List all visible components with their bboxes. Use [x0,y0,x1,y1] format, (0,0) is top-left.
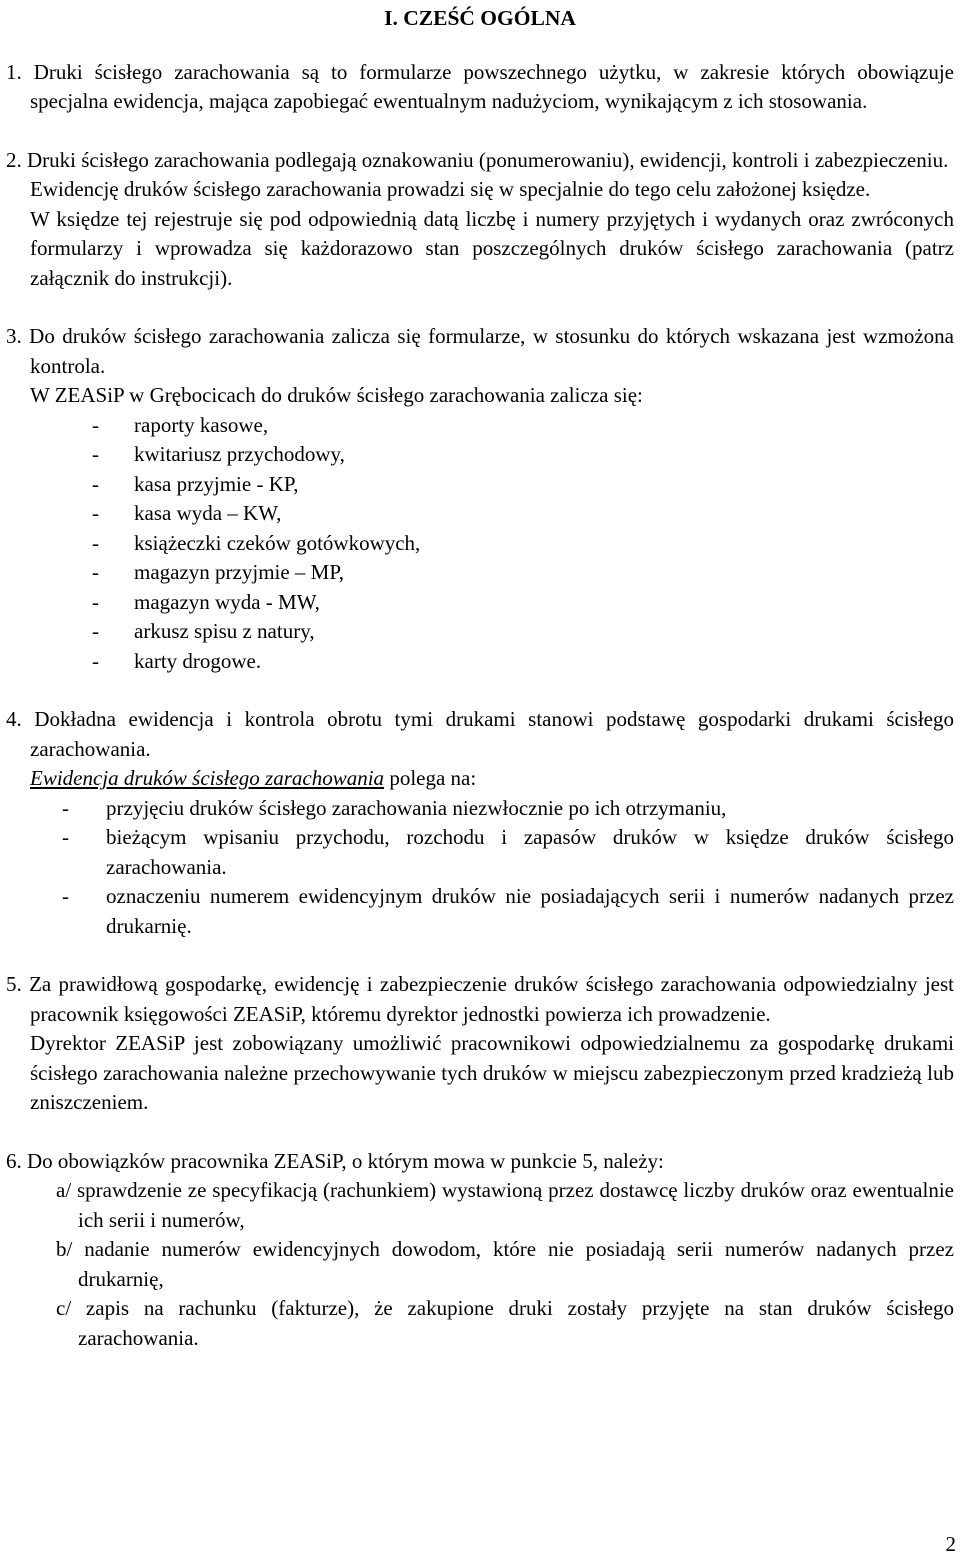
section-4-paragraph-2 [6,764,954,794]
list-item-letter: c/ [56,1296,72,1320]
dash-marker: - [92,648,99,673]
list-item-text: karty drogowe. [134,648,262,673]
list-item [56,1235,954,1294]
list-item [92,647,954,677]
section-6-text: Do obowiązków pracownika ZEASiP, o którym mowa w punkcie 5, należy: [27,1148,664,1173]
section-4-emphasis: Ewidencja druków ścisłego zarachowania [30,766,385,790]
section-6 [6,1147,954,1177]
section-3-text: Do druków ścisłego zarachowania zalicza się formularze, w stosunku do których wskazana jest wzmożona kontrola. [29,324,954,378]
list-item [62,794,954,824]
list-item [92,588,954,618]
list-item-letter: b/ [56,1237,73,1261]
list-item-text: bieżącym wpisaniu przychodu, rozchodu i zapasów druków w księdze druków ścisłego zarachowania. [106,825,954,879]
section-2-number: 2. [6,147,22,172]
section-6-list [6,1176,954,1353]
list-item-text: kasa przyjmie - KP, [134,471,299,496]
section-4-list [6,794,954,942]
section-1-text: Druki ścisłego zarachowania są to formularze powszechnego użytku, w zakresie których obowiązuje specjalna ewidencja, mająca zapobiegać ewentualnym nadużyciom, wynikającym z ich stosowania. [30,59,954,113]
list-item-letter: a/ [56,1178,72,1202]
dash-marker: - [62,795,69,820]
list-item-text: arkusz spisu z natury, [134,619,315,643]
section-4 [6,705,954,764]
list-item-text: przyjęciu druków ścisłego zarachowania niezwłocznie po ich otrzymaniu, [106,795,727,820]
section-2-text: Druki ścisłego zarachowania podlegają oznakowaniu (ponumerowaniu), ewidencji, kontroli i zabezpieczeniu. [27,147,949,172]
section-6-number: 6. [6,1148,22,1173]
list-item-text: oznaczeniu numerem ewidencyjnym druków nie posiadających serii i numerów nadanych przez drukarnię. [106,884,954,938]
list-item [56,1176,954,1235]
section-2-paragraph-3: W księdze tej rejestruje się pod odpowiednią datą liczbę i numery przyjętych i wydanych oraz zwróconych formularzy i wprowadza się każdorazowo stan poszczególnych druków ścisłego zarachowania (patrz załącznik do instrukcji). [30,206,954,290]
dash-marker: - [92,501,99,525]
list-item-text: raporty kasowe, [134,412,269,437]
list-item-text: sprawdzenie ze specyfikacją (rachunkiem) wystawioną przez dostawcę liczby druków oraz ewentualnie ich serii i numerów, [77,1178,954,1232]
page-title: I. CZEŚĆ OGÓLNA [384,6,576,30]
list-item [92,440,954,470]
list-item [62,823,954,882]
dash-marker: - [92,560,99,584]
list-item [92,617,954,647]
section-2 [6,146,954,176]
list-item-text: książeczki czeków gotówkowych, [134,530,421,555]
list-item-text: zapis na rachunku (fakturze), że zakupione druki zostały przyjęte na stan druków ścisłego zarachowania. [78,1296,954,1350]
section-3 [6,322,954,381]
section-4-number: 4. [6,707,22,731]
section-5 [6,970,954,1029]
dash-marker: - [92,619,99,643]
section-5-text: Za prawidłową gospodarkę, ewidencję i zabezpieczenie druków ścisłego zarachowania odpowiedzialny jest pracownik księgowości ZEASiP, któremu dyrektor jednostki powierza ich prowadzenie. [29,972,955,1026]
section-3-paragraph-2: W ZEASiP w Grębocicach do druków ścisłego zarachowania zalicza się: [30,383,643,407]
list-item-text: kasa wyda – KW, [134,501,282,525]
list-item-text: magazyn wyda - MW, [134,589,320,614]
list-item [56,1294,954,1353]
dash-marker: - [62,884,69,908]
list-item-text: nadanie numerów ewidencyjnych dowodom, które nie posiadają serii numerów nadanych przez drukarnię, [78,1237,955,1291]
list-item [92,499,954,529]
list-item-text: kwitariusz przychodowy, [134,442,345,466]
section-3-list [6,411,954,677]
section-1-number: 1. [6,59,22,84]
section-5-number: 5. [6,972,22,996]
section-2-paragraph-2: Ewidencję druków ścisłego zarachowania prowadzi się w specjalnie do tego celu założonej księdze. [30,177,871,201]
dash-marker: - [92,471,99,496]
list-item [92,470,954,500]
dash-marker: - [92,530,99,555]
list-item [92,558,954,588]
list-item [62,882,954,941]
section-4-emphasis-tail: polega na: [384,766,477,790]
dash-marker: - [92,412,99,437]
page-number: 2 [945,1531,956,1556]
dash-marker: - [92,589,99,614]
list-item [92,529,954,559]
section-4-text: Dokładna ewidencja i kontrola obrotu tymi drukami stanowi podstawę gospodarki drukami ścisłego zarachowania. [30,707,954,761]
list-item-text: magazyn przyjmie – MP, [134,560,344,584]
dash-marker: - [92,442,99,466]
section-1 [6,58,954,117]
section-5-paragraph-2: Dyrektor ZEASiP jest zobowiązany umożliwić pracownikowi odpowiedzialnemu za gospodarkę drukami ścisłego zarachowania należne przechowywanie tych druków w miejscu zabezpieczonym przed kradzieżą lub zniszczeniem. [30,1031,954,1114]
list-item [92,411,954,441]
dash-marker: - [62,825,69,849]
section-3-number: 3. [6,324,22,348]
